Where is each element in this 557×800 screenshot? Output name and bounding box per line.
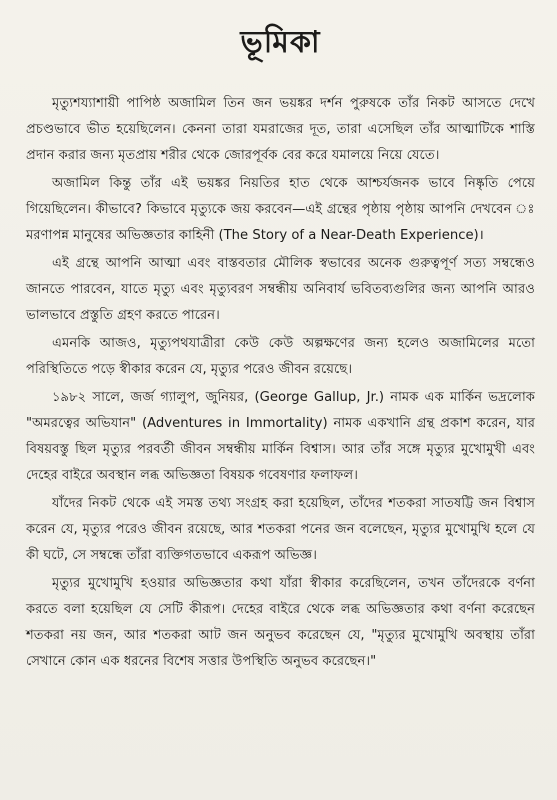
- paragraph-6: যাঁদের নিকট থেকে এই সমস্ত তথ্য সংগ্রহ করা হয়েছিল, তাঁদের শতকরা সাতষট্টি জন বিশ্বাস করেন যে, মৃত্যুর পরেও জীবন রয়েছে, আর শতকরা পনের জন বলেছেন, মৃত্যুর মুখোমুখি হলে যে কী ঘটে, সে সম্বন্ধে তাঁরা ব্যক্তিগতভাবে একরূপ অভিজ্ঞ।: [26, 496, 535, 563]
- paragraph-3: এই গ্রন্থে আপনি আত্মা এবং বাস্তবতার মৌলিক স্বভাবের অনেক গুরুত্বপূর্ণ সত্য সম্বন্ধেও জানতে পারবেন, যাতে মৃত্যু এবং মৃত্যুবরণ সম্বন্ধীয় অনিবার্য ভবিতব্যগুলির জন্য আপনি আরও ভালভাবে প্রস্তুতি গ্রহণ করতে পারেন।: [26, 256, 535, 323]
- paragraph-1: মৃত্যুশয্যাশায়ী পাপিষ্ঠ অজামিল তিন জন ভয়ঙ্কর দর্শন পুরুষকে তাঁর নিকট আসতে দেখে প্রচণ্ডভাবে ভীত হয়েছিলেন। কেননা তারা যমরাজের দূত, তারা এসেছিল তাঁর আত্মাটিকে শাস্তি প্রদান করার জন্য মৃতপ্রায় শরীর থেকে জোরপূর্বক বের করে যমালয়ে নিয়ে যেতে।: [26, 96, 535, 163]
- paragraph-5: ১৯৮২ সালে, জর্জ গ্যালুপ, জুনিয়র, (George Gallup, Jr.) নামক এক মার্কিন ভদ্রলোক "অমরত্বের অভিযান" (Adventures in Immortality) নামক একখানি গ্রন্থ প্রকাশ করেন, যার বিষয়বস্তু ছিল মৃত্যুর পরবর্তী জীবন সম্বন্ধীয় মার্কিন বিশ্বাস। আর তাঁর সঙ্গে মৃত্যুর মুখোমুখী এবং দেহের বাইরে অবস্থান লব্ধ অভিজ্ঞতা বিষয়ক গবেষণার ফলাফল।: [26, 390, 535, 483]
- paragraph-4: এমনকি আজও, মৃত্যুপথযাত্রীরা কেউ কেউ অল্পক্ষণের জন্য হলেও অজামিলের মতো পরিস্থিতিতে পড়ে স্বীকার করেন যে, মৃত্যুর পরেও জীবন রয়েছে।: [26, 336, 535, 377]
- page-title: ভূমিকা: [240, 25, 321, 60]
- paragraph-7: মৃত্যুর মুখোমুখি হওয়ার অভিজ্ঞতার কথা যাঁরা স্বীকার করেছিলেন, তখন তাঁদেরকে বর্ণনা করতে বলা হয়েছিল যে সেটি কীরূপ। দেহের বাইরে থেকে লব্ধ অভিজ্ঞতার কথা বর্ণনা করেছেন শতকরা নয় জন, আর শতকরা আট জন অনুভব করেছেন যে, "মৃত্যুর মুখোমুখি অবস্থায় তাঁরা সেখানে কোন এক ধরনের বিশেষ সত্তার উপস্থিতি অনুভব করেছেন।": [26, 576, 535, 669]
- paragraph-2: অজামিল কিন্তু তাঁর এই ভয়ঙ্কর নিয়তির হাত থেকে আশ্চর্যজনক ভাবে নিষ্কৃতি পেয়ে গিয়েছিলেন। কীভাবে? কিভাবে মৃত্যুকে জয় করবেন—এই গ্রন্থের পৃষ্ঠায় পৃষ্ঠায় আপনি দেখবেন ঃ মরণাপন্ন মানুষের অভিজ্ঞতার কাহিনী (The Story of a Near-Death Experience)।: [26, 176, 535, 243]
